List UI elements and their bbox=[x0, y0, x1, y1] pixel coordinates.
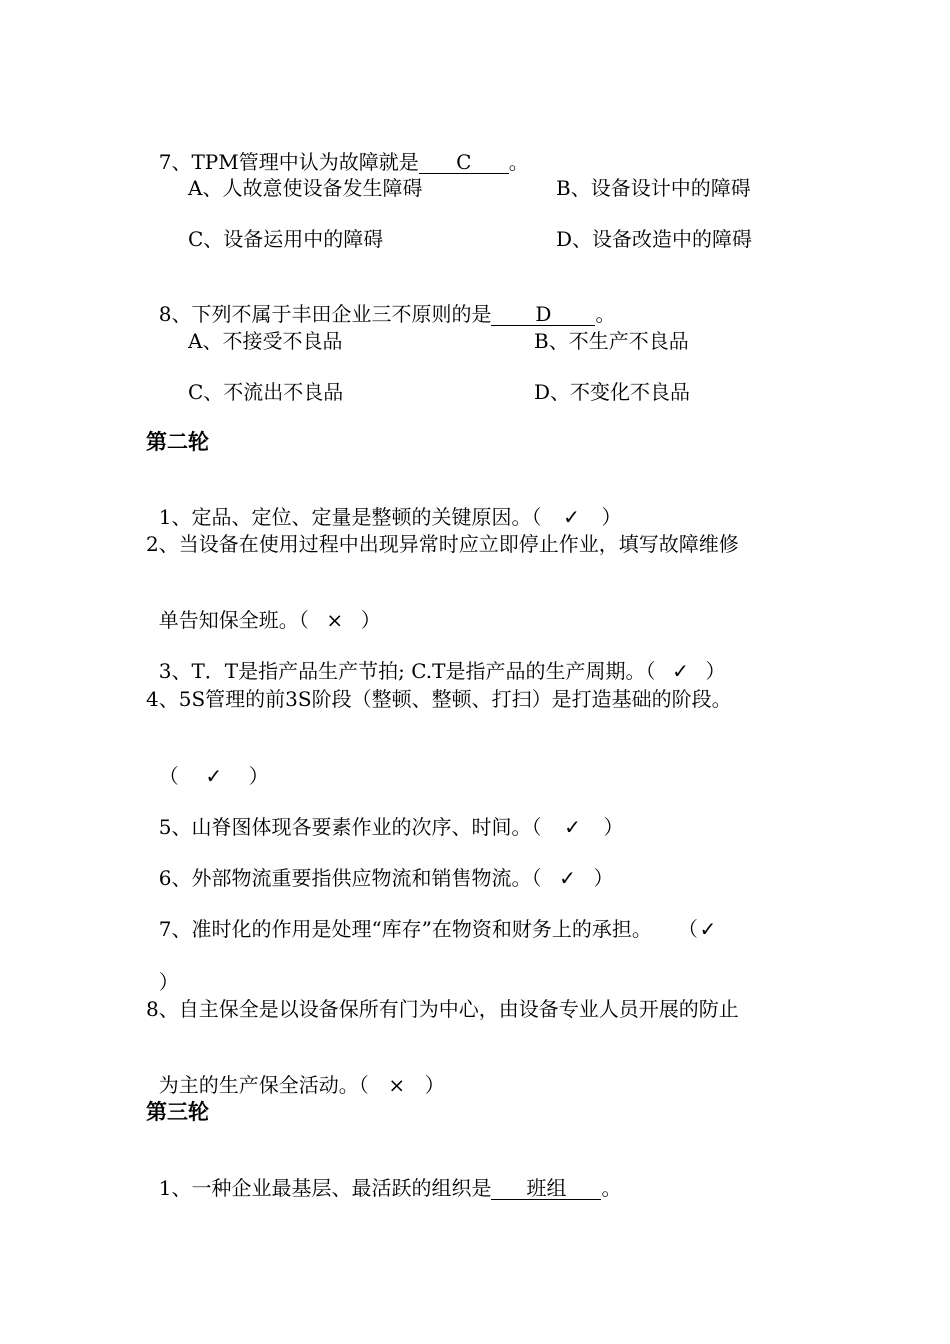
tf-item-6 bbox=[146, 842, 613, 890]
question-text: 1、一种企业最基层、最活跃的组织是 bbox=[158, 1176, 492, 1200]
answer-mark: ✓ bbox=[564, 815, 581, 839]
answer-mark: ✓ bbox=[559, 866, 576, 890]
question-8 bbox=[146, 278, 615, 326]
close-paren: ） bbox=[705, 659, 726, 683]
answer-blank: C bbox=[419, 151, 509, 174]
section-heading-round3: 第三轮 bbox=[146, 1100, 209, 1124]
tf-item-1 bbox=[146, 481, 621, 529]
option-d: D、设备改造中的障碍 bbox=[556, 227, 753, 251]
option-a: A、不接受不良品 bbox=[188, 329, 343, 353]
open-paren: （ bbox=[298, 608, 309, 632]
option-a: A、人故意使设备发生障碍 bbox=[188, 176, 423, 200]
tf-item-4: 4、5S管理的前3S阶段（整顿、整顿、打扫）是打造基础的阶段。 bbox=[146, 687, 732, 711]
close-paren: ） bbox=[601, 505, 622, 529]
answer-mark: ✓ bbox=[699, 917, 717, 941]
item-text: 单告知保全班。 bbox=[158, 608, 299, 632]
answer-mark: ✓ bbox=[563, 505, 580, 529]
item-text: 3、T．T是指产品生产节拍; C.T是指产品的生产周期。 bbox=[158, 659, 646, 683]
close-paren: ） bbox=[603, 815, 624, 839]
open-paren: （ bbox=[645, 659, 656, 683]
answer-mark: × bbox=[326, 608, 344, 632]
tf-item-7 bbox=[146, 893, 718, 941]
open-paren: （ bbox=[358, 1073, 369, 1097]
tf-item-5 bbox=[146, 791, 623, 839]
close-paren: ） bbox=[158, 970, 179, 994]
question-text: 7、TPM管理中认为故障就是 bbox=[158, 150, 419, 174]
section-heading-round2: 第二轮 bbox=[146, 430, 209, 454]
question-7 bbox=[146, 126, 529, 174]
option-c: C、设备运用中的障碍 bbox=[188, 227, 384, 251]
tf-item-7-close bbox=[146, 946, 179, 994]
option-b: B、不生产不良品 bbox=[534, 329, 689, 353]
item-text: 5、山脊图体现各要素作业的次序、时间。 bbox=[158, 815, 532, 839]
close-paren: ） bbox=[424, 1073, 445, 1097]
option-c: C、不流出不良品 bbox=[188, 380, 344, 404]
answer-mark: ✓ bbox=[672, 659, 689, 683]
open-paren: （ bbox=[677, 917, 698, 941]
close-paren: ） bbox=[593, 866, 614, 890]
answer-blank: 班组 bbox=[491, 1177, 601, 1200]
item-text: 为主的生产保全活动。 bbox=[158, 1073, 359, 1097]
open-paren: （ bbox=[531, 866, 542, 890]
open-paren: （ bbox=[158, 764, 179, 788]
question-suffix: 。 bbox=[595, 302, 616, 326]
tf-item-4-answer bbox=[146, 740, 269, 788]
tf-item-8-line2 bbox=[146, 1049, 445, 1097]
open-paren: （ bbox=[531, 815, 542, 839]
question-suffix: 。 bbox=[508, 150, 529, 174]
tf-item-2-line2 bbox=[146, 584, 381, 632]
close-paren: ） bbox=[248, 764, 269, 788]
item-text: 6、外部物流重要指供应物流和销售物流。 bbox=[158, 866, 532, 890]
answer-blank: D bbox=[491, 303, 595, 326]
open-paren: （ bbox=[531, 505, 542, 529]
item-text: 7、准时化的作用是处理“库存”在物资和财务上的承担。 bbox=[158, 917, 652, 941]
question-text: 8、下列不属于丰田企业三不原则的是 bbox=[158, 302, 492, 326]
tf-item-2-line1: 2、当设备在使用过程中出现异常时应立即停止作业，填写故障维修 bbox=[146, 532, 739, 556]
answer-mark: × bbox=[388, 1073, 406, 1097]
answer-mark: ✓ bbox=[205, 764, 223, 788]
fill-item-1 bbox=[146, 1152, 621, 1200]
close-paren: ） bbox=[360, 608, 381, 632]
item-text: 1、定品、定位、定量是整顿的关键原因。 bbox=[158, 505, 532, 529]
option-b: B、设备设计中的障碍 bbox=[556, 176, 751, 200]
question-suffix: 。 bbox=[601, 1176, 622, 1200]
option-d: D、不变化不良品 bbox=[534, 380, 691, 404]
tf-item-3 bbox=[146, 635, 726, 683]
tf-item-8-line1: 8、自主保全是以设备保所有门为中心，由设备专业人员开展的防止 bbox=[146, 997, 739, 1021]
